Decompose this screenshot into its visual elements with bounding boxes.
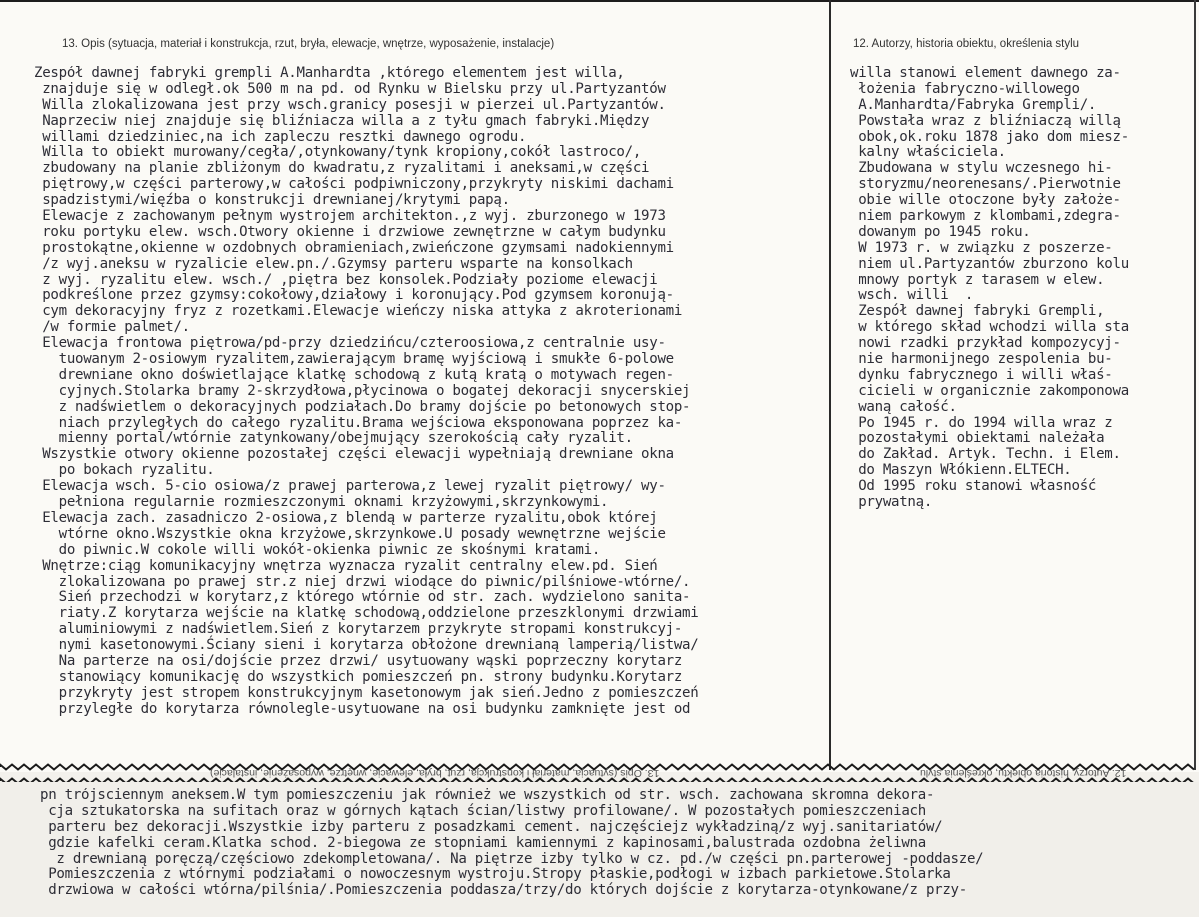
continuation-line: gdzie kafelki ceram.Klatka schod. 2-biegowa ze stopniami kamiennymi z kapinosami,balustrada ozdobna żeliwna — [40, 834, 926, 851]
history-text — [850, 66, 1196, 546]
history-line: W 1973 r. w związku z poszerze- — [850, 239, 1113, 256]
history-line: obok,ok.roku 1878 jako dom miesz- — [850, 128, 1129, 145]
description-line: Elewacje z zachowanym pełnym wystrojem architekton.,z wyj. zburzonego w 1973 — [34, 208, 666, 225]
description-line: Naprzeciw niej znajduje się bliźniacza willa a z tyłu gmach fabryki.Między — [34, 112, 650, 129]
description-line: prostokątne,okienne w ozdobnych obramieniach,zwieńczone gzymsami nadokiennymi — [34, 239, 674, 256]
description-line: mienny portal/wtórnie zatynkowany/obejmujący szerokością cały ryzalit. — [34, 430, 633, 447]
description-line: nymi kasetonowymi.Ściany sieni i korytarza obłożone drewnianą lamperią/listwa/ — [34, 637, 699, 654]
history-line: mnowy portyk z tarasem w elew. — [850, 271, 1105, 288]
history-line: do Maszyn Włókienn.ELTECH. — [850, 462, 1072, 479]
history-line: do Zakład. Artyk. Techn. i Elem. — [850, 446, 1121, 463]
history-line: Zbudowana w stylu wczesnego hi- — [850, 160, 1113, 177]
history-line: storyzmu/neorenesans/.Pierwotnie — [850, 176, 1121, 193]
description-line: pełniona regularnie rozmieszczonymi oknami krzyżowymi,skrzynkowymi. — [34, 494, 609, 511]
continuation-line: parteru bez dekoracji.Wszystkie izby parteru z posadzkami cement. najczęściejz wykładziną/z wyj.sanitariatów/ — [40, 818, 943, 835]
history-line: nowi rzadki przykład kompozycyj- — [850, 335, 1121, 352]
description-line: Willa to obiekt murowany/cegła/,otynkowany/tynk kropiony,cokół lastroco/, — [34, 144, 642, 161]
description-line: roku portyku elew. wsch.Otwory okienne i drzwiowe zewnętrzne w całym budynku — [34, 223, 666, 240]
history-line: dowanym po 1945 roku. — [850, 223, 1031, 240]
continuation-line: pn trójsciennym aneksem.W tym pomieszczeniu jak również we wszystkich od str. wsch. zachowana skromna dekora- — [40, 788, 935, 803]
description-line: zlokalizowana po prawej str.z niej drzwi wiodące do piwnic/pilśniowe-wtórne/. — [34, 573, 691, 590]
description-line: z wyj. ryzalitu elew. wsch./ ,piętra bez konsolek.Podziały poziome elewacji — [34, 271, 658, 288]
history-section-header: 12. Autorzy, historia obiektu, określenia stylu — [853, 38, 1080, 50]
description-line: przyległe do korytarza równolegle-usytuowane na osi budynku zamknięte jest od — [34, 700, 691, 717]
description-line: z nadświetlem o dekoracyjnych podziałach.Do bramy dojście po betonowych stop- — [34, 398, 691, 415]
history-line: nie harmonijnego zespolenia bu- — [850, 351, 1113, 368]
description-line: willami dziedziniec,na ich zapleczu resztki dawnego ogrodu. — [34, 128, 527, 145]
history-line: wsch. willi . — [850, 287, 974, 304]
history-line: waną całość. — [850, 398, 957, 415]
description-line: Sień przechodzi w korytarz,z którego wtórnie od str. zach. wydzielono sanita- — [34, 589, 691, 606]
description-line: niach przyległych do całego ryzalitu.Brama wejściowa eksponowana poprzez ka- — [34, 414, 683, 431]
description-line: po bokach ryzalitu. — [34, 462, 215, 479]
history-line: prywatną. — [850, 494, 933, 511]
description-line: stanowiący komunikację do wszystkich pomieszczeń pn. strony budynku.Korytarz — [34, 668, 683, 685]
description-line: spadzistymi/więźba o konstrukcji drewnianej/krytymi papą. — [34, 192, 510, 209]
description-line: cym dekoracyjny fryz z rozetkami.Elewacje wieńczy niska attyka z akroterionami — [34, 303, 683, 320]
description-line: Wnętrze:ciąg komunikacyjny wnętrza wyznacza ryzalit centralny elew.pd. Sień — [34, 557, 658, 574]
continuation-line: cja sztukatorska na sufitach oraz w górnych kątach ścian/listwy profilowane/. W pozostałych pomieszczeniach — [40, 802, 926, 819]
description-line: /w formie palmet/. — [34, 319, 190, 336]
history-line: willa stanowi element dawnego za- — [850, 66, 1121, 81]
description-line: /z wyj.aneksu w ryzalicie elew.pn./.Gzymsy parteru wsparte na konsolkach — [34, 255, 633, 272]
history-line: obie wille otoczone były założe- — [850, 192, 1121, 209]
history-line: niem ul.Partyzantów zburzono kolu — [850, 255, 1129, 272]
history-line: w którego skład wchodzi willa sta — [850, 319, 1129, 336]
history-line: łożenia fabryczno-willowego — [850, 80, 1080, 97]
description-line: Zespół dawnej fabryki grempli A.Manhardta ,którego elementem jest willa, — [34, 66, 625, 81]
description-line: drewniane okno doświetlające klatkę schodową z kutą kratą o motywach regen- — [34, 366, 674, 383]
continuation-line: z drewnianą poręczą/częściowo zdekompletowana/. Na piętrze izby tylko w cz. pd./w części pn.parterowej -poddasze/ — [40, 850, 984, 867]
description-line: riaty.Z korytarza wejście na klatkę schodową,oddzielone przeszklonymi drzwiami — [34, 605, 699, 622]
description-line: piętrowy,w części parterowy,w całości podpiwniczony,przykryty niskimi dachami — [34, 176, 674, 193]
history-line: niem parkowym z klombami,zdegra- — [850, 208, 1121, 225]
description-line: aluminiowymi z nadświetlem.Sień z korytarzem przykryte stropami konstrukcyj- — [34, 621, 683, 638]
continuation-line: Pomieszczenia z wtórnymi podziałami o nowoczesnym wystroju.Stropy płaskie,podłogi w izbach parkietowe.Stolarka — [40, 866, 951, 883]
history-line: Po 1945 r. do 1994 willa wraz z — [850, 414, 1113, 431]
history-line: kalny właściciela. — [850, 144, 1006, 161]
description-line: wtórne okno.Wszystkie okna krzyżowe,skrzynkowe.U posady wewnętrzne wejście — [34, 525, 666, 542]
description-line: do piwnic.W cokole willi wokół-okienka piwnic ze skośnymi kratami. — [34, 541, 601, 558]
description-line: Elewacja zach. zasadniczo 2-osiowa,z blendą w parterze ryzalitu,obok której — [34, 509, 658, 526]
history-line: Od 1995 roku stanowi własność — [850, 478, 1097, 495]
history-line: Powstała wraz z bliźniaczą willą — [850, 112, 1121, 129]
description-line: przykryty jest stropem konstrukcyjnym kasetonowym jak sień.Jedno z pomieszczeń — [34, 684, 699, 701]
description-line: Wszystkie otwory okienne pozostałej części elewacji wypełniają drewniane okna — [34, 446, 674, 463]
continuation-line: drzwiowa w całości wtórna/pilśnia/.Pomieszczenia poddasza/trzy/do których dojście z korytarza-otynkowane/z przy- — [40, 882, 967, 899]
description-line: Na parterze na osi/dojście przez drzwi/ usytuowany wąski poprzeczny korytarz — [34, 652, 683, 669]
history-line: pozostałymi obiektami należała — [850, 430, 1105, 447]
description-line: znajduje się w odległ.ok 500 m na pd. od Rynku w Bielsku przy ul.Partyzantów — [34, 80, 666, 97]
description-line: Elewacja wsch. 5-cio osiowa/z prawej parterowa,z lewej ryzalit piętrowy/ wy- — [34, 478, 666, 495]
history-line: dynku fabrycznego i willi właś- — [850, 366, 1113, 383]
description-line: Elewacja frontowa piętrowa/pd-przy dziedzińcu/czteroosiowa,z centralnie usy- — [34, 335, 666, 352]
history-line: A.Manhardta/Fabryka Grempli/. — [850, 96, 1097, 113]
history-line: Zespół dawnej fabryki Grempli, — [850, 303, 1105, 320]
description-line: zbudowany na planie zbliżonym do kwadratu,z ryzalitami i aneksami,w części — [34, 160, 650, 177]
description-line: Willa zlokalizowana jest przy wsch.granicy posesji w pierzei ul.Partyzantów. — [34, 96, 666, 113]
description-section-header: 13. Opis (sytuacja, materiał i konstrukcja, rzut, bryła, elewacje, wnętrze, wyposażenie, instalacje) — [62, 38, 555, 50]
continuation-text — [40, 788, 1190, 917]
description-line: cyjnych.Stolarka bramy 2-skrzydłowa,płycinowa o bogatej dekoracji snycerskiej — [34, 382, 691, 399]
flipped-description-header: 13. Opis (sytuacja, materiał i konstrukcja, rzut, bryła, elewacje, wnętrze, wyposażenie, instalacje) — [210, 767, 660, 779]
description-line: tuowanym 2-osiowym ryzalitem,zawierającym bramę wyjściową i smukłe 6-polowe — [34, 351, 674, 368]
history-line: cicieli w organicznie zakomponowa — [850, 382, 1129, 399]
flipped-history-header: 12. Autorzy, historia obiektu, określenia stylu — [920, 767, 1127, 779]
description-text — [34, 66, 830, 768]
description-line: podkreślone przez gzymsy:cokołowy,działowy i koronujący.Pod gzymsem koronują- — [34, 287, 674, 304]
